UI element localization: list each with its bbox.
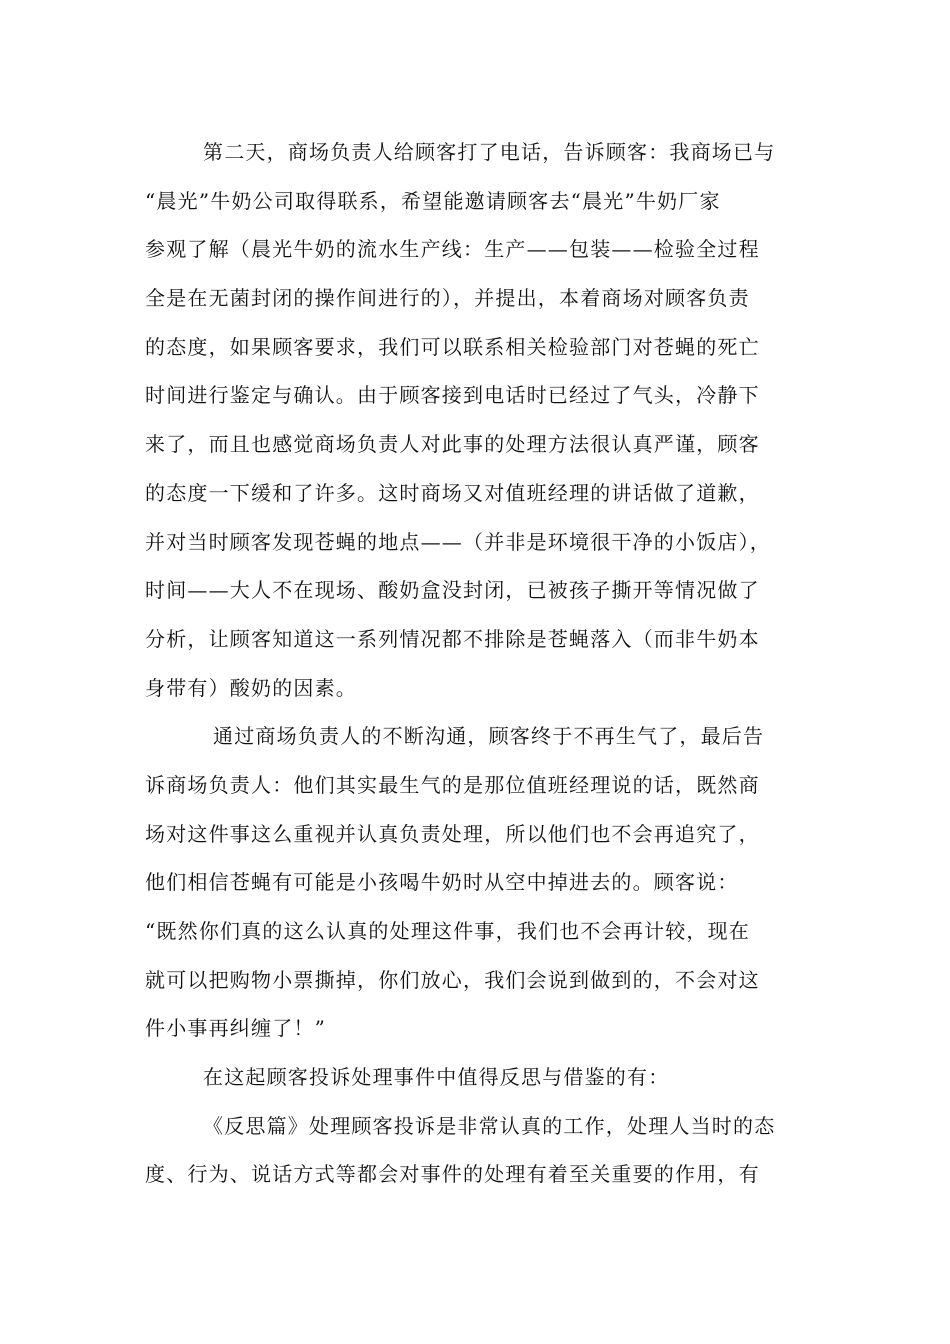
text-line: 参观了解（晨光牛奶的流水生产线：生产——包装——检验全过程 <box>145 237 760 262</box>
text-line: 度、行为、说话方式等都会对事件的处理有着至关重要的作用，有 <box>145 1162 760 1187</box>
text-line: 件小事再纠缠了！” <box>145 1016 327 1041</box>
text-line: 的态度，如果顾客要求，我们可以联系相关检验部门对苍蝇的死亡 <box>145 334 760 359</box>
text-line: 第二天，商场负责人给顾客打了电话，告诉顾客：我商场已与 <box>203 140 776 164</box>
text-line: 《反思篇》处理顾客投诉是非常认真的工作，处理人当时的态 <box>203 1113 776 1138</box>
text-line: 在这起顾客投诉处理事件中值得反思与借鉴的有： <box>203 1065 670 1090</box>
text-line: 时间——大人不在现场、酸奶盒没封闭，已被孩子撕开等情况做了 <box>145 578 760 603</box>
text-line: 全是在无菌封闭的操作间进行的），并提出，本着商场对顾客负责 <box>145 286 750 311</box>
text-line: 场对这件事这么重视并认真负责处理，所以他们也不会再追究了， <box>145 821 760 846</box>
document-body <box>145 128 813 1199</box>
text-line: “晨光”牛奶公司取得联系，希望能邀请顾客去“晨光”牛奶厂家 <box>145 188 721 213</box>
text-line: 来了，而且也感觉商场负责人对此事的处理方法很认真严谨，顾客 <box>145 432 760 457</box>
text-line: 诉商场负责人：他们其实最生气的是那位值班经理说的话，既然商 <box>145 772 760 797</box>
text-line: 分析，让顾客知道这一系列情况都不排除是苍蝇落入（而非牛奶本 <box>145 626 760 651</box>
text-line: 身带有）酸奶的因素。 <box>145 675 357 700</box>
text-line: 他们相信苍蝇有可能是小孩喝牛奶时从空中掉进去的。顾客说： <box>145 870 739 895</box>
text-line: 通过商场负责人的不断沟通，顾客终于不再生气了，最后告 <box>213 724 765 749</box>
text-line: 时间进行鉴定与确认。由于顾客接到电话时已经过了气头，冷静下 <box>145 383 760 408</box>
text-line: 就可以把购物小票撕掉，你们放心，我们会说到做到的，不会对这 <box>145 967 760 992</box>
text-line: 的态度一下缓和了许多。这时商场又对值班经理的讲话做了道歉， <box>145 480 760 505</box>
text-line: 并对当时顾客发现苍蝇的地点——（并非是环境很干净的小饭店）， <box>145 529 771 554</box>
text-line: “既然你们真的这么认真的处理这件事，我们也不会再计较，现在 <box>145 919 751 943</box>
